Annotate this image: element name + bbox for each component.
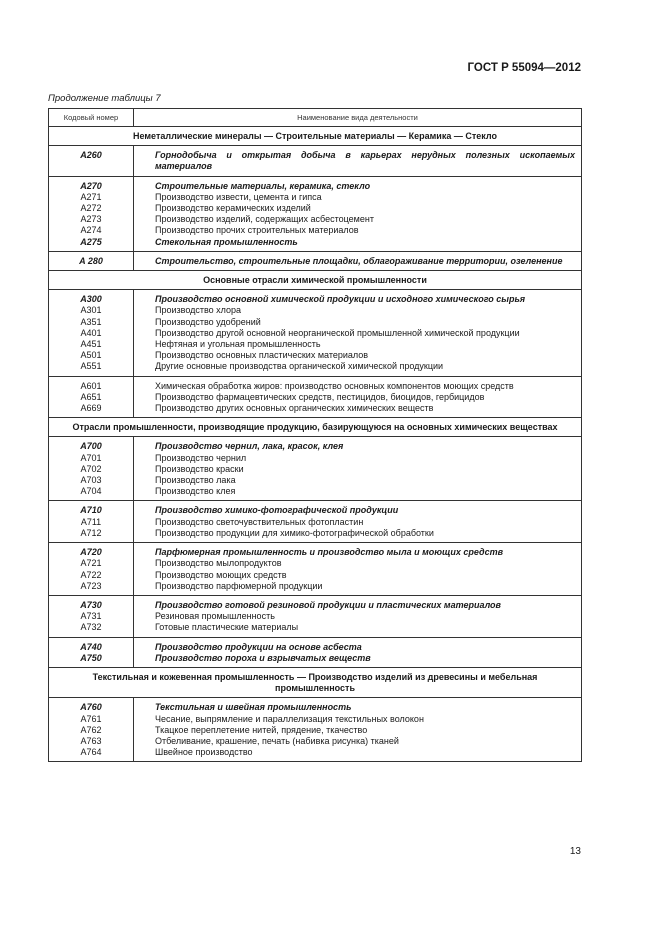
activity-name: Чесание, выпрямление и параллелизация текстильных волокон xyxy=(155,713,424,724)
group-row xyxy=(49,595,582,637)
code-cell xyxy=(49,146,134,176)
section-row xyxy=(49,127,582,146)
group-row xyxy=(49,176,582,251)
activity-name: Производство хлора xyxy=(155,305,242,316)
activity-code: A764 xyxy=(80,747,102,758)
activity-name: Горнодобыча и открытая добыча в карьерах нерудных полезных ископаемых материалов xyxy=(155,150,575,172)
table-caption: Продолжение таблицы 7 xyxy=(48,93,161,104)
activity-name: Производство пороха и взрывчатых веществ xyxy=(155,652,371,663)
activity-name: Строительные материалы, керамика, стекло xyxy=(155,180,371,191)
activity-name: Производство продукции для химико-фотографической обработки xyxy=(155,527,434,538)
activity-code: A750 xyxy=(80,652,102,663)
name-cell xyxy=(134,251,582,270)
activity-code: A 280 xyxy=(79,255,103,266)
activity-name: Химическая обработка жиров: производство основных компонентов моющих средств xyxy=(155,380,514,391)
activity-name: Текстильная и швейная промышленность xyxy=(155,702,352,713)
activity-name: Швейное производство xyxy=(155,747,253,758)
activity-code: A762 xyxy=(80,724,102,735)
activity-code: A732 xyxy=(80,622,102,633)
section-heading: Неметаллические минералы — Строительные материалы — Керамика — Стекло xyxy=(49,127,582,146)
activity-code: A700 xyxy=(80,441,102,452)
activity-code: A721 xyxy=(80,558,102,569)
section-heading: Текстильная и кожевенная промышленность — Производство изделий из древесины и мебельная промышленность xyxy=(49,667,582,697)
name-cell xyxy=(134,543,582,596)
activity-name: Нефтяная и угольная промышленность xyxy=(155,339,321,350)
code-cell xyxy=(49,376,134,418)
group-row xyxy=(49,290,582,376)
activity-name: Производство химико-фотографической продукции xyxy=(155,505,399,516)
name-cell xyxy=(134,501,582,543)
activity-name: Ткацкое переплетение нитей, прядение, ткачество xyxy=(155,724,368,735)
activity-code: A272 xyxy=(80,203,102,214)
activity-code: A760 xyxy=(80,702,102,713)
activity-name: Производство лака xyxy=(155,475,236,486)
name-cell xyxy=(134,595,582,637)
code-cell xyxy=(49,290,134,376)
activity-name: Производство извести, цемента и гипса xyxy=(155,191,322,202)
section-heading: Основные отрасли химической промышленности xyxy=(49,271,582,290)
activity-name: Строительство, строительные площадки, облагораживание территории, озеленение xyxy=(155,255,563,266)
activity-code: A703 xyxy=(80,475,102,486)
activity-code: A740 xyxy=(80,641,102,652)
activity-code: A275 xyxy=(80,236,102,247)
group-row xyxy=(49,376,582,418)
activity-name: Производство продукции на основе асбеста xyxy=(155,641,362,652)
activity-name: Производство светочувствительных фотопластин xyxy=(155,516,364,527)
code-cell xyxy=(49,176,134,251)
name-cell xyxy=(134,698,582,762)
activity-code: A720 xyxy=(80,547,102,558)
activity-name: Производство других основных органических химических веществ xyxy=(155,403,434,414)
name-cell xyxy=(134,637,582,667)
activity-code: A551 xyxy=(80,361,102,372)
activity-code: A723 xyxy=(80,580,102,591)
column-header-name: Наименование вида деятельности xyxy=(134,109,582,127)
activity-name: Производство удобрений xyxy=(155,316,261,327)
activity-code: A763 xyxy=(80,735,102,746)
code-cell xyxy=(49,251,134,270)
activity-code: A722 xyxy=(80,569,102,580)
code-cell xyxy=(49,437,134,501)
activity-code: A273 xyxy=(80,214,102,225)
activity-name: Готовые пластические материалы xyxy=(155,622,299,633)
group-row xyxy=(49,637,582,667)
activity-code: A669 xyxy=(80,403,102,414)
activity-name: Производство краски xyxy=(155,463,244,474)
section-row xyxy=(49,667,582,697)
standard-designation: ГОСТ Р 55094—2012 xyxy=(467,62,581,74)
group-row xyxy=(49,251,582,270)
activity-code: A702 xyxy=(80,463,102,474)
activity-code: A401 xyxy=(80,327,102,338)
activity-code: A274 xyxy=(80,225,102,236)
activity-table xyxy=(48,108,582,762)
activity-code: A300 xyxy=(80,294,102,305)
activity-code: A701 xyxy=(80,452,102,463)
activity-code: A710 xyxy=(80,505,102,516)
code-cell xyxy=(49,501,134,543)
activity-code: A730 xyxy=(80,599,102,610)
activity-name: Отбеливание, крашение, печать (набивка рисунка) тканей xyxy=(155,735,399,746)
code-cell xyxy=(49,637,134,667)
code-cell xyxy=(49,698,134,762)
activity-code: A651 xyxy=(80,391,102,402)
section-heading: Отрасли промышленности, производящие продукцию, базирующуюся на основных химических веществах xyxy=(49,418,582,437)
activity-code: A271 xyxy=(80,191,102,202)
group-row xyxy=(49,437,582,501)
activity-name: Производство изделий, содержащих асбестоцемент xyxy=(155,214,374,225)
activity-code: A501 xyxy=(80,350,102,361)
activity-name: Резиновая промышленность xyxy=(155,611,275,622)
activity-name: Другие основные производства органической химической продукции xyxy=(155,361,444,372)
name-cell xyxy=(134,146,582,176)
group-row xyxy=(49,146,582,176)
name-cell xyxy=(134,290,582,376)
code-cell xyxy=(49,595,134,637)
activity-code: A601 xyxy=(80,380,102,391)
activity-name: Парфюмерная промышленность и производство мыла и моющих средств xyxy=(155,547,504,558)
activity-code: A711 xyxy=(80,516,102,527)
activity-name: Производство моющих средств xyxy=(155,569,287,580)
activity-code: A451 xyxy=(80,339,102,350)
group-row xyxy=(49,543,582,596)
activity-name: Производство мылопродуктов xyxy=(155,558,282,569)
activity-name: Производство клея xyxy=(155,486,236,497)
section-row xyxy=(49,418,582,437)
activity-code: A260 xyxy=(80,150,102,161)
section-row xyxy=(49,271,582,290)
activity-name: Производство основной химической продукции и исходного химического сырья xyxy=(155,294,526,305)
activity-code: A704 xyxy=(80,486,102,497)
column-header-code: Кодовый номер xyxy=(49,109,134,127)
activity-code: A761 xyxy=(80,713,102,724)
activity-name: Производство чернил, лака, красок, клея xyxy=(155,441,344,452)
name-cell xyxy=(134,376,582,418)
name-cell xyxy=(134,437,582,501)
activity-name: Производство прочих строительных материалов xyxy=(155,225,359,236)
group-row xyxy=(49,698,582,762)
activity-name: Производство парфюмерной продукции xyxy=(155,580,323,591)
page-number: 13 xyxy=(569,846,581,857)
name-cell xyxy=(134,176,582,251)
activity-code: A712 xyxy=(80,527,102,538)
code-cell xyxy=(49,543,134,596)
activity-name: Производство чернил xyxy=(155,452,247,463)
activity-name: Производство керамических изделий xyxy=(155,203,311,214)
activity-code: A351 xyxy=(80,316,102,327)
activity-name: Производство готовой резиновой продукции и пластических материалов xyxy=(155,599,501,610)
activity-name: Стекольная промышленность xyxy=(155,236,298,247)
activity-name: Производство другой основной неорганической промышленной химической продукции xyxy=(155,327,520,338)
table-header-row xyxy=(49,109,582,127)
activity-code: A301 xyxy=(80,305,102,316)
activity-code: A731 xyxy=(80,611,102,622)
group-row xyxy=(49,501,582,543)
activity-name: Производство основных пластических материалов xyxy=(155,350,369,361)
activity-name: Производство фармацевтических средств, пестицидов, биоцидов, гербицидов xyxy=(155,391,485,402)
activity-code: A270 xyxy=(80,180,102,191)
